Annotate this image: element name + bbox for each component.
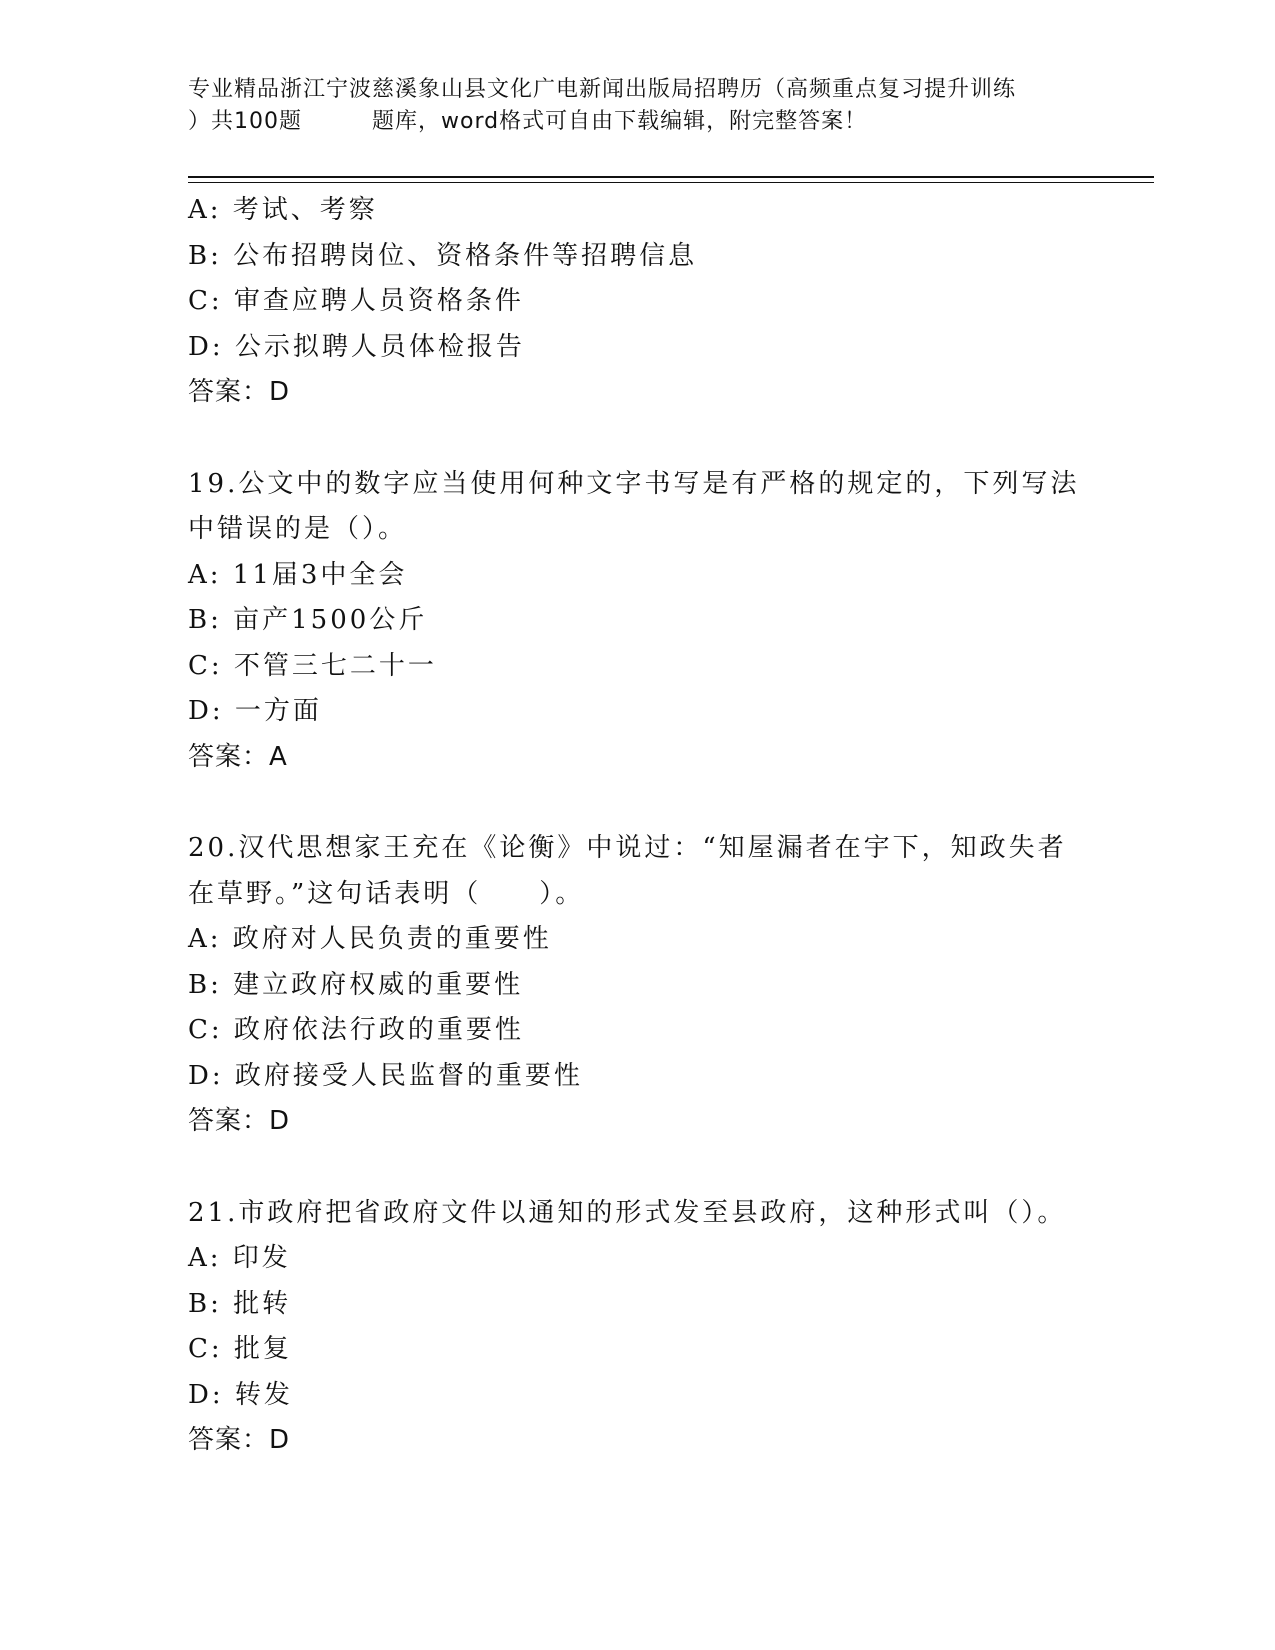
option-d: D: 转发 xyxy=(188,1379,293,1410)
question-text-line: 19.公文中的数字应当使用何种文字书写是有严格的规定的，下列写法 xyxy=(188,468,1080,499)
question-block xyxy=(188,188,1088,416)
question-text-line: 20.汉代思想家王充在《论衡》中说过：“知屋漏者在宇下，知政失者 xyxy=(188,833,1067,863)
option-a: A: 11届3中全会 xyxy=(188,559,408,590)
document-header xyxy=(188,74,1088,138)
answer-line: 答案：D xyxy=(188,1425,291,1455)
header-rule-thick xyxy=(188,176,1154,178)
option-a: A: 印发 xyxy=(188,1243,291,1273)
header-description: 题库，word格式可自由下载编辑，附完整答案！ xyxy=(372,109,868,134)
option-d: D: 一方面 xyxy=(188,696,322,726)
option-c: C: 政府依法行政的重要性 xyxy=(188,1015,524,1045)
option-d: D: 公示拟聘人员体检报告 xyxy=(188,331,525,362)
question-block xyxy=(188,826,1088,1145)
option-b: B: 建立政府权威的重要性 xyxy=(188,969,524,1000)
option-c: C: 不管三七二十一 xyxy=(188,650,437,681)
option-a: A: 政府对人民负责的重要性 xyxy=(188,924,552,954)
question-text-line: 在草野。”这句话表明（ ）。 xyxy=(188,878,585,909)
option-c: C: 审查应聘人员资格条件 xyxy=(188,286,524,316)
question-text-line: 21.市政府把省政府文件以通知的形式发至县政府，这种形式叫（）。 xyxy=(188,1197,1067,1228)
option-b: B: 亩产1500公斤 xyxy=(188,605,428,635)
option-b: B: 公布招聘岗位、资格条件等招聘信息 xyxy=(188,240,698,271)
question-list xyxy=(188,188,1088,1464)
header-count: ）共100题 xyxy=(188,109,302,134)
question-text-line: 中错误的是（）。 xyxy=(188,514,408,544)
header-line-2 xyxy=(188,106,1088,138)
option-d: D: 政府接受人民监督的重要性 xyxy=(188,1060,583,1091)
header-line-1: 专业精品浙江宁波慈溪象山县文化广电新闻出版局招聘历（高频重点复习提升训练 xyxy=(188,77,1017,102)
option-c: C: 批复 xyxy=(188,1334,292,1364)
answer-line: 答案：A xyxy=(188,741,288,772)
answer-line: 答案：D xyxy=(188,377,291,407)
option-b: B: 批转 xyxy=(188,1288,292,1319)
question-block xyxy=(188,462,1088,781)
answer-line: 答案：D xyxy=(188,1106,291,1136)
option-a: A: 考试、考察 xyxy=(188,195,378,225)
question-block xyxy=(188,1191,1088,1464)
header-rule-thin xyxy=(188,182,1154,183)
